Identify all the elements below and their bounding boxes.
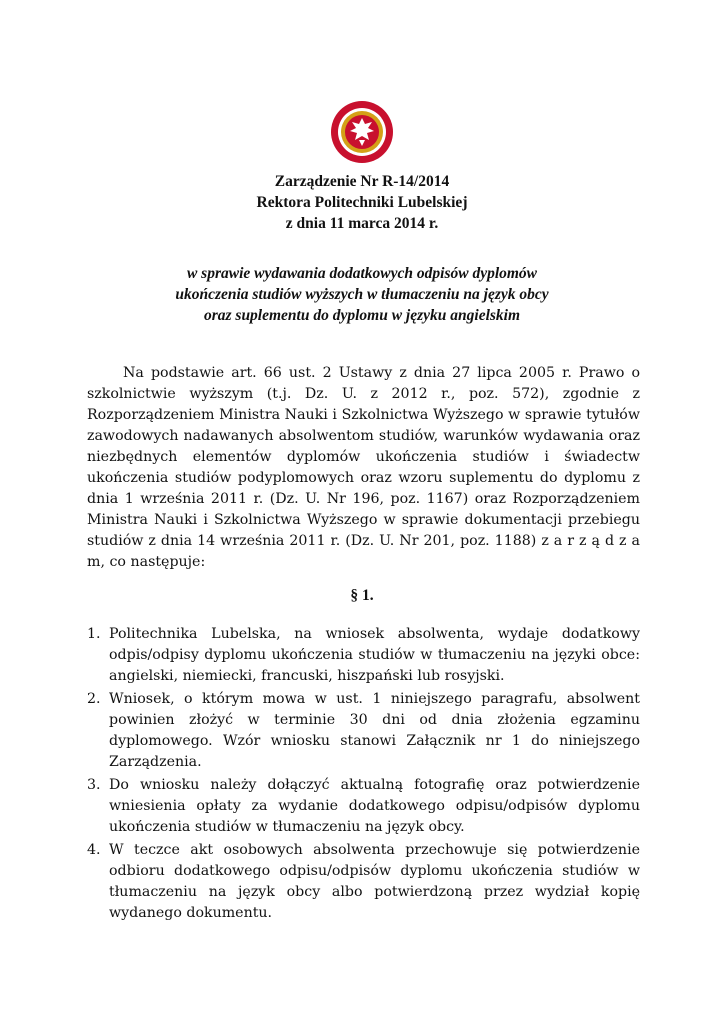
list-item-text: Wniosek, o którym mowa w ust. 1 niniejszego paragrafu, absolwent powinien złożyć w terminie 30 dni od dnia złożenia egzaminu dyplomowego. Wzór wniosku stanowi Załącznik nr 1 do niniejszego Zarządzenia.	[109, 691, 640, 770]
subject-line: ukończenia studiów wyższych w tłumaczeniu na język obcy	[175, 286, 549, 303]
subject-line: w sprawie wydawania dodatkowych odpisów dyplomów	[186, 265, 538, 282]
list-item-text: Politechnika Lubelska, na wniosek absolwenta, wydaje dodatkowy odpis/odpisy dyplomu ukończenia studiów w tłumaczeniu na języki obce: angielski, niemiecki, francuski, hiszpański lub rosyjski.	[109, 626, 640, 684]
subject-line: oraz suplementu do dyplomu w języku angielskim	[203, 307, 521, 324]
ordinance-header	[0, 171, 724, 234]
university-emblem-logo	[330, 100, 394, 164]
section-heading: § 1.	[350, 587, 374, 604]
list-item	[87, 840, 640, 924]
ordinance-number: Zarządzenie Nr R-14/2014	[274, 173, 450, 190]
list-item	[87, 775, 640, 838]
list-item-number: 2.	[87, 691, 101, 707]
list-item-text: Do wniosku należy dołączyć aktualną fotografię oraz potwierdzenie wniesienia opłaty za wydanie dodatkowego odpisu/odpisów dyplomu ukończenia studiów w tłumaczeniu na język obcy.	[109, 777, 640, 835]
section-1-list	[87, 624, 640, 926]
ordinance-date: z dnia 11 marca 2014 r.	[285, 215, 439, 232]
list-item	[87, 689, 640, 773]
list-item	[87, 624, 640, 687]
ordinance-subject	[0, 263, 724, 326]
issuer: Rektora Politechniki Lubelskiej	[256, 194, 468, 211]
list-item-number: 4.	[87, 842, 101, 858]
list-item-text: W teczce akt osobowych absolwenta przechowuje się potwierdzenie odbioru dodatkowego odpisu/odpisów dyplomu ukończenia studiów w tłumaczeniu na język obcy albo potwierdzoną przez wydział kopię wydanego dokumentu.	[109, 842, 640, 921]
list-item-number: 1.	[87, 626, 101, 642]
legal-basis-paragraph: Na podstawie art. 66 ust. 2 Ustawy z dnia 27 lipca 2005 r. Prawo o szkolnictwie wyższym (t.j. Dz. U. z 2012 r., poz. 572), zgodnie z Rozporządzeniem Ministra Nauki i Szkolnictwa Wyższego w sprawie tytułów zawodowych nadawanych absolwentom studiów, warunków wydawania oraz niezbędnych elementów dyplomów ukończenia studiów i świadectw ukończenia studiów podyplomowych oraz wzoru suplementu do dyplomu z dnia 1 września 2011 r. (Dz. U. Nr 196, poz. 1167) oraz Rozporządzeniem Ministra Nauki i Szkolnictwa Wyższego w sprawie dokumentacji przebiegu studiów z dnia 14 września 2011 r. (Dz. U. Nr 201, poz. 1188) z a r z ą d z a m, co następuje:	[87, 365, 640, 570]
list-item-number: 3.	[87, 777, 101, 793]
